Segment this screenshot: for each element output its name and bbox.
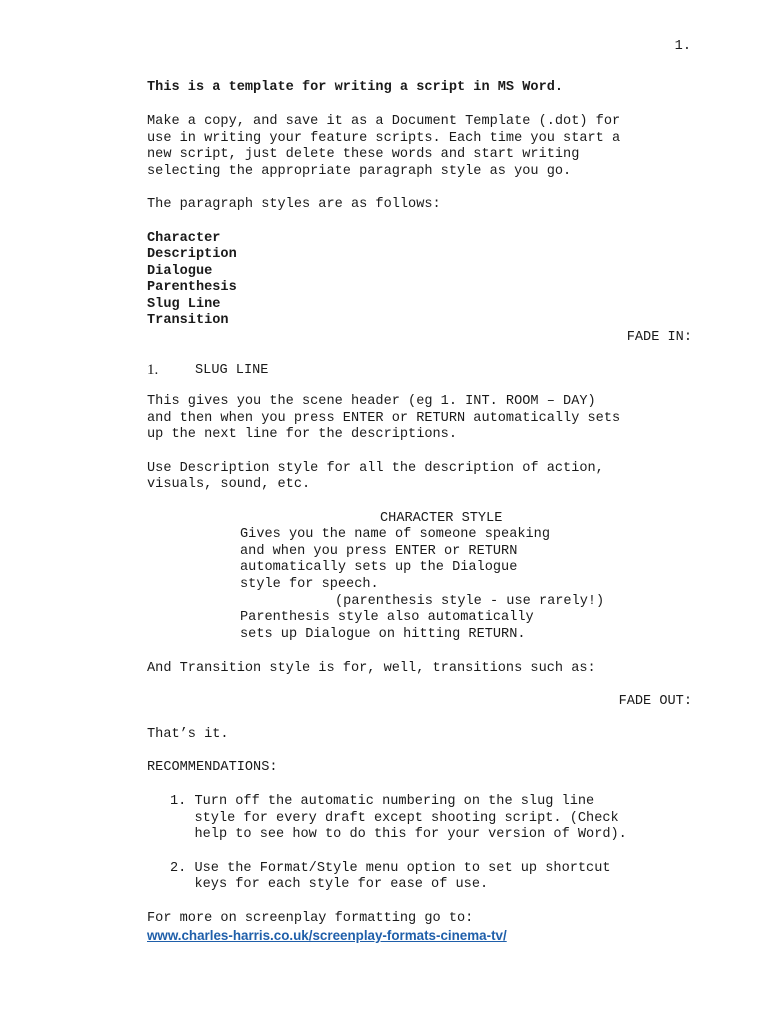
- screenplay-formats-link[interactable]: www.charles-harris.co.uk/screenplay-formats-cinema-tv/: [147, 928, 507, 943]
- intro-line: new script, just delete these words and start writing: [147, 147, 580, 162]
- parenthetical: (parenthesis style - use rarely!): [335, 594, 605, 609]
- dialogue-line: style for speech.: [240, 577, 379, 592]
- intro-line: use in writing your feature scripts. Each time you start a: [147, 131, 621, 146]
- intro-line: Make a copy, and save it as a Document Template (.dot) for: [147, 114, 621, 129]
- recommendations-heading: RECOMMENDATIONS:: [147, 760, 278, 775]
- slug-description-line: and then when you press ENTER or RETURN automatically sets: [147, 411, 621, 426]
- slug-description-line: up the next line for the descriptions.: [147, 427, 457, 442]
- style-item: Slug Line: [147, 297, 221, 312]
- recommendation-line: 2. Use the Format/Style menu option to set up shortcut: [170, 861, 611, 876]
- transition-description: And Transition style is for, well, transitions such as:: [147, 661, 596, 676]
- dialogue-line: and when you press ENTER or RETURN: [240, 544, 518, 559]
- dialogue-line: sets up Dialogue on hitting RETURN.: [240, 627, 526, 642]
- page-number: 1.: [674, 39, 691, 54]
- intro-line: selecting the appropriate paragraph style as you go.: [147, 164, 572, 179]
- style-item: Parenthesis: [147, 280, 237, 295]
- style-item: Character: [147, 231, 221, 246]
- recommendation-line: help to see how to do this for your version of Word).: [170, 827, 627, 842]
- style-item: Transition: [147, 313, 229, 328]
- character-cue: CHARACTER STYLE: [380, 511, 503, 526]
- recommendation-line: keys for each style for ease of use.: [170, 877, 489, 892]
- style-item: Description: [147, 247, 237, 262]
- dialogue-line: automatically sets up the Dialogue: [240, 560, 518, 575]
- dialogue-line: Gives you the name of someone speaking: [240, 527, 550, 542]
- document-title: This is a template for writing a script in MS Word.: [147, 80, 564, 95]
- fade-in-transition: FADE IN:: [626, 330, 692, 345]
- recommendation-line: style for every draft except shooting script. (Check: [170, 811, 619, 826]
- dialogue-line: Parenthesis style also automatically: [240, 610, 534, 625]
- styles-heading: The paragraph styles are as follows:: [147, 197, 441, 212]
- slug-number: 1.: [147, 362, 159, 378]
- more-info-line: For more on screenplay formatting go to:: [147, 911, 474, 926]
- description-line: Use Description style for all the description of action,: [147, 461, 604, 476]
- thats-it-line: That’s it.: [147, 727, 229, 742]
- recommendation-line: 1. Turn off the automatic numbering on the slug line: [170, 794, 595, 809]
- slug-line: SLUG LINE: [195, 363, 269, 378]
- description-line: visuals, sound, etc.: [147, 477, 311, 492]
- fade-out-transition: FADE OUT:: [618, 694, 692, 709]
- slug-description-line: This gives you the scene header (eg 1. INT. ROOM – DAY): [147, 394, 596, 409]
- style-item: Dialogue: [147, 264, 213, 279]
